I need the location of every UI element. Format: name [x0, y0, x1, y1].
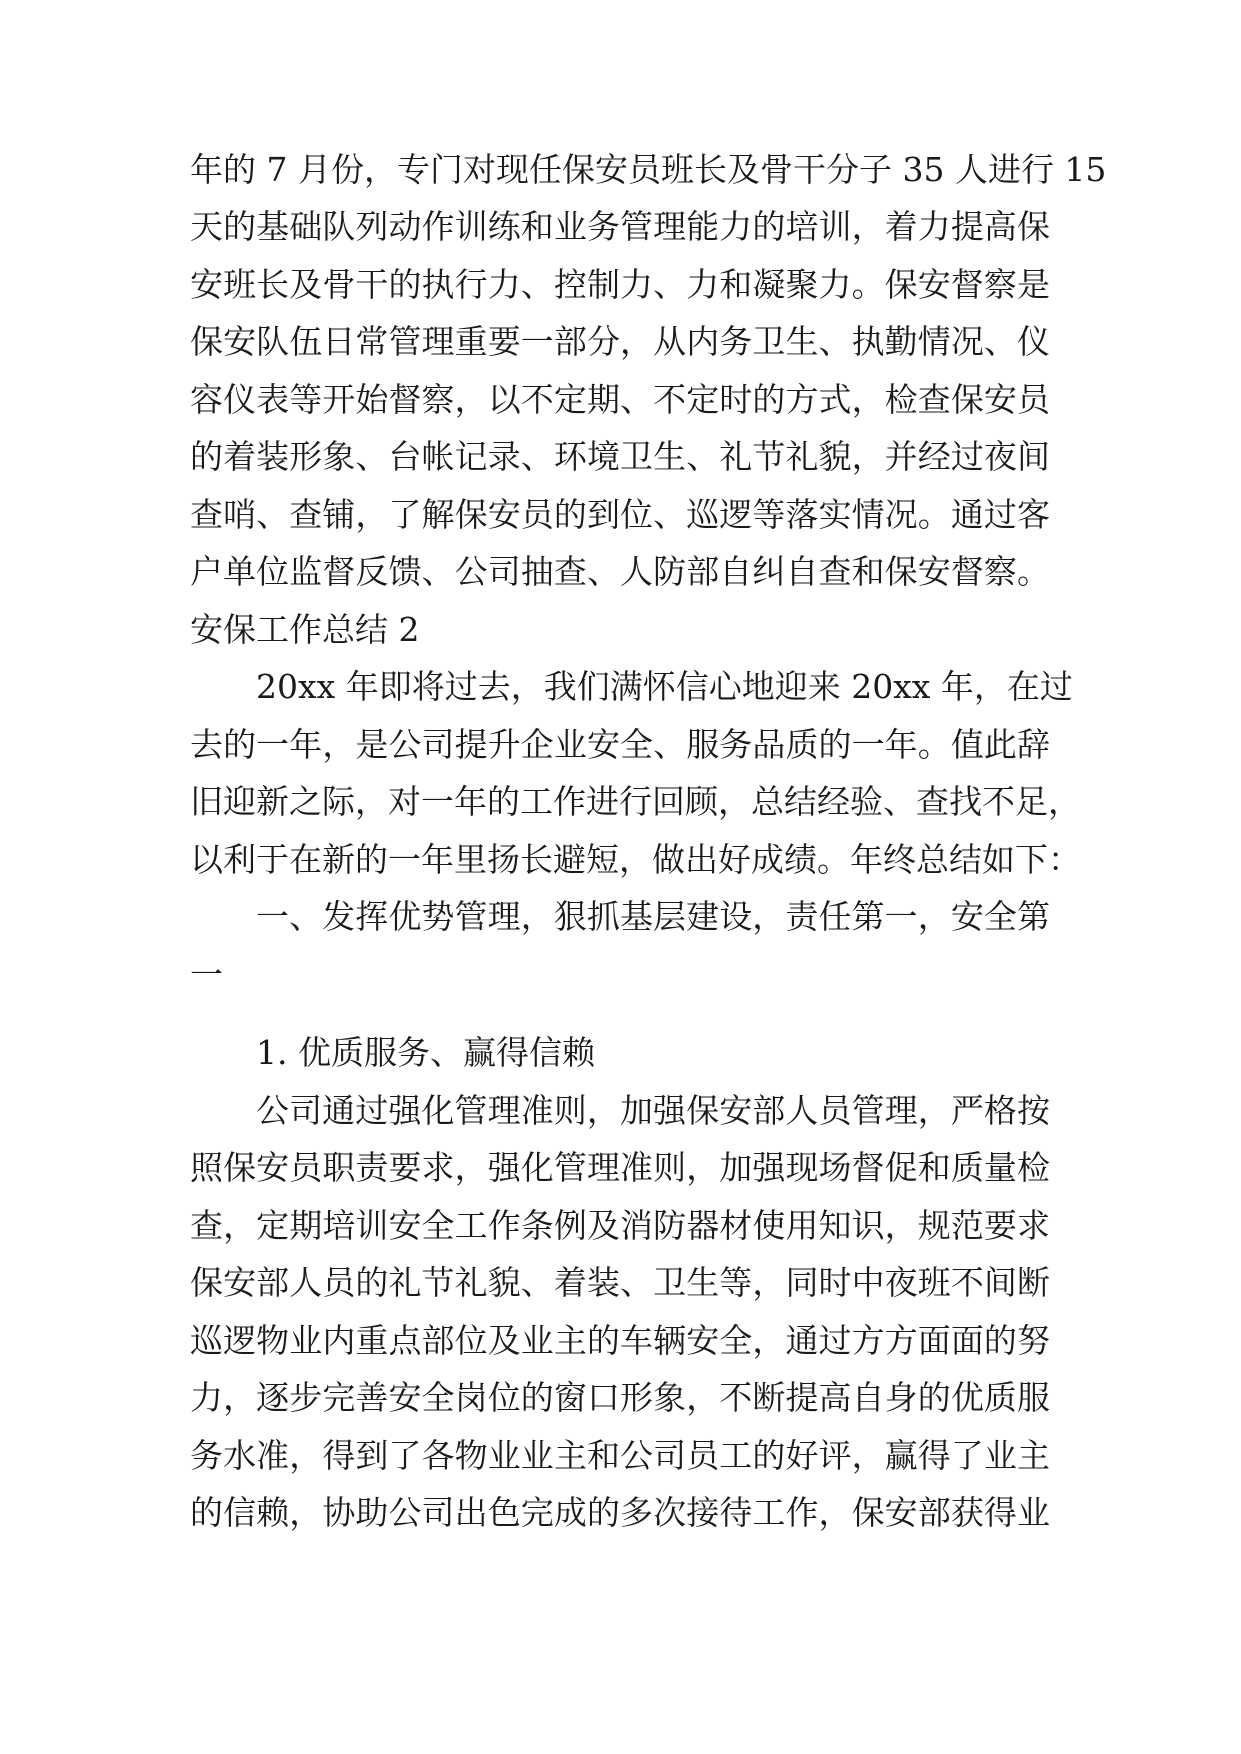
body-text-line: 保安队伍日常管理重要一部分，从内务卫生、执勤情况、仪: [190, 322, 1050, 361]
body-text-line: 年的 7 月份，专门对现任保安员班长及骨干分子 35 人进行 15: [190, 150, 1107, 189]
subsection-heading: 一、发挥优势管理，狠抓基层建设，责任第一，安全第: [256, 897, 1050, 936]
body-text-line: 20xx 年即将过去，我们满怀信心地迎来 20xx 年，在过: [256, 667, 1073, 706]
body-text-line: 旧迎新之际，对一年的工作进行回顾，总结经验、查找不足，: [190, 782, 1081, 821]
body-text-line: 户单位监督反馈、公司抽查、人防部自纠自查和保安督察。: [190, 552, 1050, 591]
body-text-line: 容仪表等开始督察，以不定期、不定时的方式，检查保安员: [190, 380, 1050, 419]
body-text-line: 天的基础队列动作训练和业务管理能力的培训，着力提高保: [190, 207, 1050, 246]
body-text-line: 务水准，得到了各物业业主和公司员工的好评，赢得了业主: [190, 1436, 1050, 1475]
body-text-line: 的信赖，协助公司出色完成的多次接待工作，保安部获得业: [190, 1493, 1050, 1532]
subsection-heading-continuation: 一: [190, 955, 223, 994]
body-text-line: 以利于在新的一年里扬长避短，做出好成绩。年终总结如下：: [190, 840, 1081, 879]
body-text-line: 公司通过强化管理准则，加强保安部人员管理，严格按: [256, 1091, 1050, 1130]
body-text-line: 查，定期培训安全工作条例及消防器材使用知识，规范要求: [190, 1206, 1050, 1245]
item-heading: 1. 优质服务、赢得信赖: [256, 1033, 595, 1072]
body-text-line: 力，逐步完善安全岗位的窗口形象，不断提高自身的优质服: [190, 1378, 1050, 1417]
body-text-line: 查哨、查铺，了解保安员的到位、巡逻等落实情况。通过客: [190, 495, 1050, 534]
body-text-line: 安班长及骨干的执行力、控制力、力和凝聚力。保安督察是: [190, 265, 1050, 304]
body-text-line: 去的一年，是公司提升企业安全、服务品质的一年。值此辞: [190, 725, 1050, 764]
body-text-line: 的着装形象、台帐记录、环境卫生、礼节礼貌，并经过夜间: [190, 437, 1050, 476]
section-heading: 安保工作总结 2: [190, 610, 420, 649]
body-text-line: 照保安员职责要求，强化管理准则，加强现场督促和质量检: [190, 1148, 1050, 1187]
body-text-line: 巡逻物业内重点部位及业主的车辆安全，通过方方面面的努: [190, 1321, 1050, 1360]
body-text-line: 保安部人员的礼节礼貌、着装、卫生等，同时中夜班不间断: [190, 1263, 1050, 1302]
